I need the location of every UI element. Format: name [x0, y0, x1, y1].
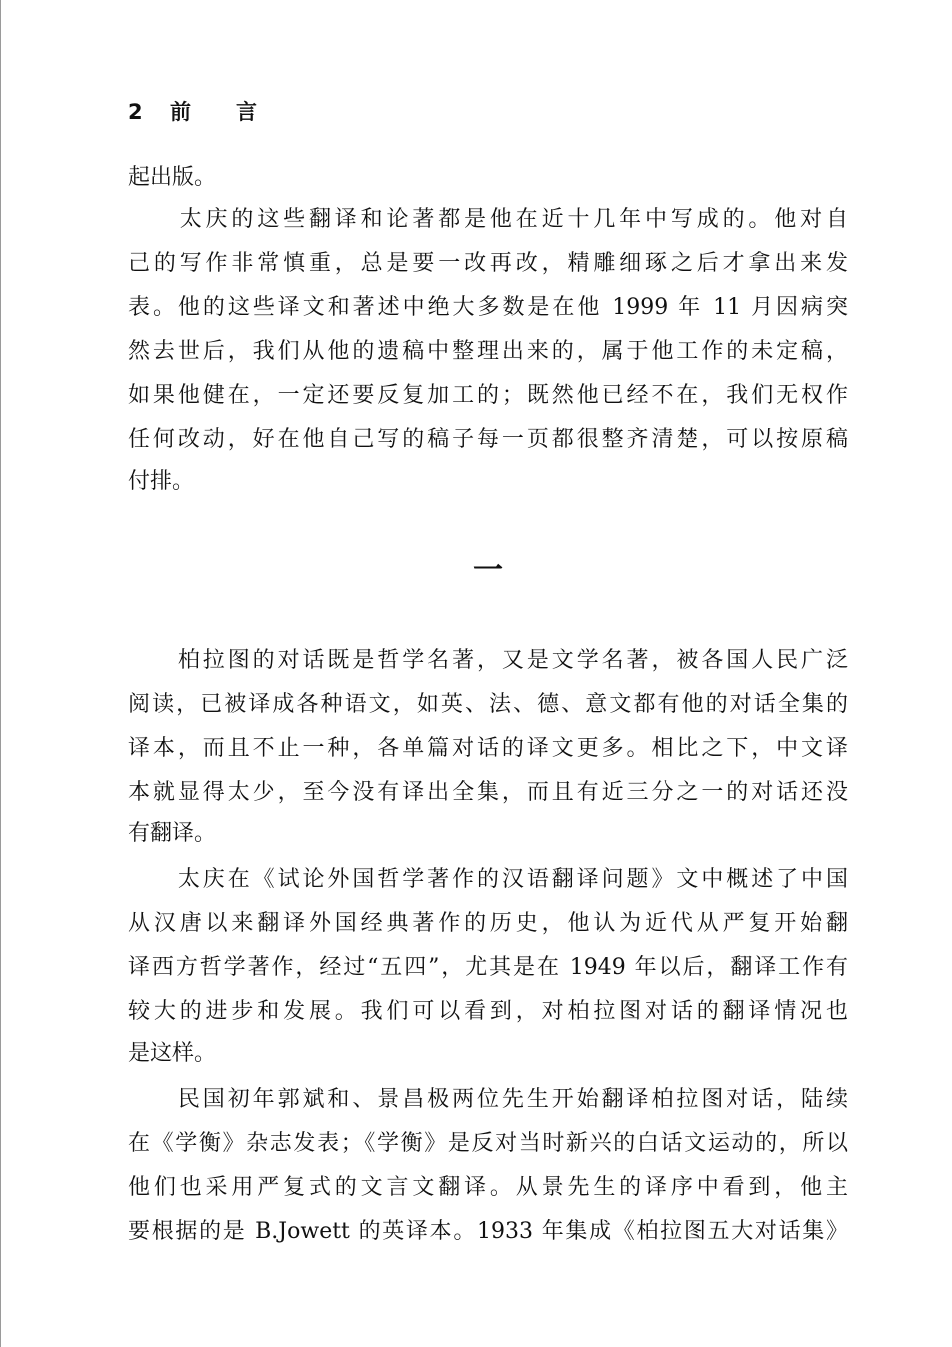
- text-line: 表。他的这些译文和著述中绝大多数是在他 1999 年 11 月因病突: [128, 295, 848, 320]
- text-line: 要根据的是 B.Jowett 的英译本。1933 年集成《柏拉图五大对话集》: [128, 1219, 848, 1244]
- text-line: 他们也采用严复式的文言文翻译。从景先生的译序中看到，他主: [128, 1175, 848, 1200]
- header-title-char-1: 前: [170, 100, 191, 124]
- text-line: 起出版。: [128, 165, 217, 190]
- text-line: 是这样。: [128, 1041, 217, 1066]
- text-line: 阅读，已被译成各种语文，如英、法、德、意文都有他的对话全集的: [128, 692, 848, 717]
- text-line: 如果他健在，一定还要反复加工的；既然他已经不在，我们无权作: [128, 383, 848, 408]
- page-edge: [0, 0, 1, 1347]
- text-line: 柏拉图的对话既是哲学名著，又是文学名著，被各国人民广泛: [128, 648, 848, 673]
- text-line: 译西方哲学著作，经过“五四”，尤其是在 1949 年以后，翻译工作有: [128, 955, 848, 980]
- text-line: 在《学衡》杂志发表；《学衡》是反对当时新兴的白话文运动的，所以: [128, 1131, 848, 1156]
- text-line: 己的写作非常慎重，总是要一改再改，精雕细琢之后才拿出来发: [128, 251, 848, 276]
- page-number: 2: [128, 100, 143, 124]
- text-line: 译本，而且不止一种，各单篇对话的译文更多。相比之下，中文译: [128, 736, 848, 761]
- text-line: 有翻译。: [128, 821, 217, 846]
- text-line: 太庆在《试论外国哲学著作的汉语翻译问题》文中概述了中国: [128, 867, 848, 892]
- text-line: 太庆的这些翻译和论著都是他在近十几年中写成的。他对自: [128, 207, 848, 232]
- text-line: 较大的进步和发展。我们可以看到，对柏拉图对话的翻译情况也: [128, 999, 848, 1024]
- text-line: 民国初年郭斌和、景昌极两位先生开始翻译柏拉图对话，陆续: [128, 1087, 848, 1112]
- text-line: 任何改动，好在他自己写的稿子每一页都很整齐清楚，可以按原稿: [128, 427, 848, 452]
- text-line: 付排。: [128, 469, 195, 494]
- header-title-char-2: 言: [236, 100, 257, 124]
- text-line: 然去世后，我们从他的遗稿中整理出来的，属于他工作的未定稿，: [128, 339, 848, 364]
- section-number-heading: 一: [473, 553, 503, 588]
- running-header: [128, 96, 302, 126]
- text-line: 本就显得太少，至今没有译出全集，而且有近三分之一的对话还没: [128, 780, 848, 805]
- text-line: 从汉唐以来翻译外国经典著作的历史，他认为近代从严复开始翻: [128, 911, 848, 936]
